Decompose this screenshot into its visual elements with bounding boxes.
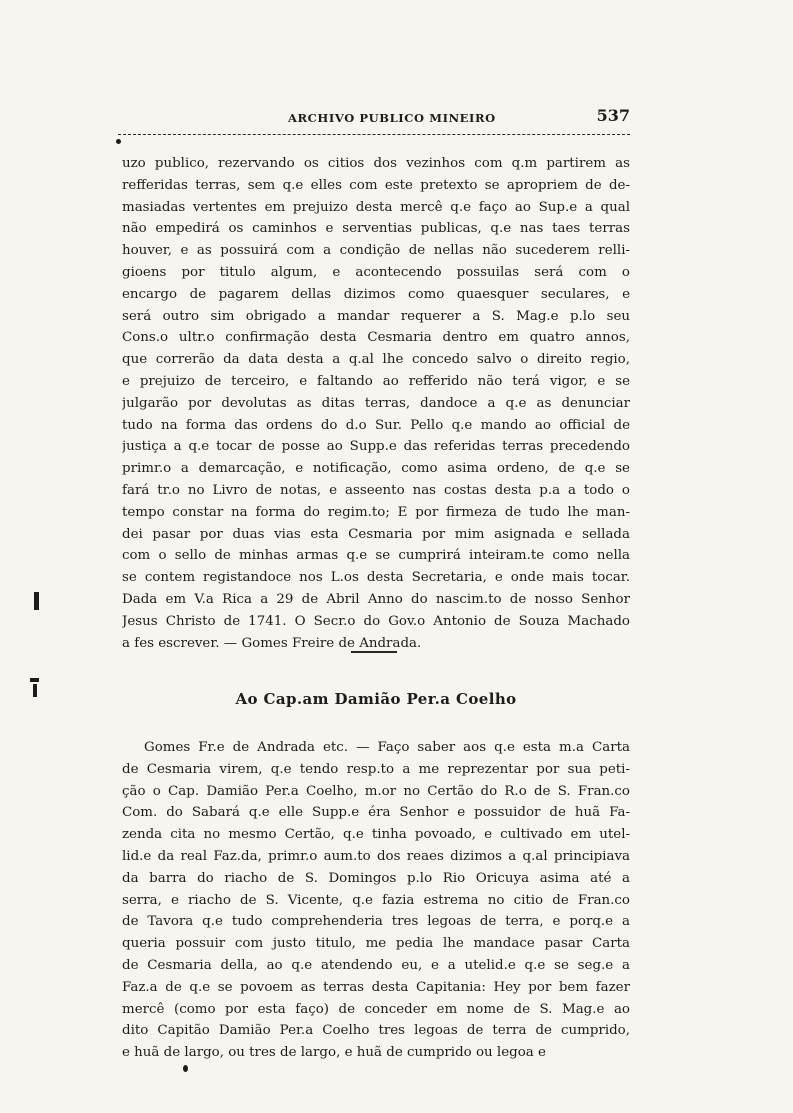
text-line: tempo constar na forma do regim.to; E por firmeza de tudo lhe man-: [122, 504, 630, 520]
text-line: Dada em V.a Rica a 29 de Abril Anno do nascim.to de nosso Senhor: [122, 591, 630, 607]
page-header: [130, 108, 630, 130]
text-line: Com. do Sabará q.e elle Supp.e éra Senhor e possuidor de huã Fa-: [122, 805, 630, 821]
text-line: fará tr.o no Livro de notas, e asseento nas costas desta p.a a todo o: [122, 482, 630, 498]
page-number: 537: [596, 106, 630, 125]
text-line: será outro sim obrigado a mandar requerer a S. Mag.e p.lo seu: [122, 308, 630, 324]
text-line: de Cesmaria della, ao q.e atendendo eu, e a utelid.e q.e se seg.e a: [122, 957, 630, 973]
text-line: refferidas terras, sem q.e elles com este pretexto se apropriem de de-: [122, 177, 630, 193]
text-line: julgarão por devolutas as ditas terras, dandoce a q.e as denunciar: [122, 395, 630, 411]
text-line: Cons.o ultr.o confirmação desta Cesmaria dentro em quatro annos,: [122, 330, 630, 346]
text-line: mercê (como por esta faço) de conceder em nome de S. Mag.e ao: [122, 1001, 630, 1017]
text-line: justiça a q.e tocar de posse ao Supp.e das referidas terras precedendo: [122, 439, 630, 455]
text-line: se contem registandoce nos L.os desta Secretaria, e onde mais tocar.: [122, 570, 630, 586]
text-line: uzo publico, rezervando os citios dos vezinhos com q.m partirem as: [122, 156, 630, 171]
text-line: Jesus Christo de 1741. O Secr.o do Gov.o Antonio de Souza Machado: [122, 613, 630, 629]
text-line: masiadas vertentes em prejuizo desta mercê q.e faço ao Sup.e a qual: [122, 199, 630, 215]
text-line: lid.e da real Faz.da, primr.o aum.to dos reaes dizimos a q.al principiava: [122, 848, 630, 864]
text-line: e huã de largo, ou tres de largo, e huã de cumprido ou legoa e: [122, 1045, 546, 1061]
section-heading: Ao Cap.am Damião Per.a Coelho: [235, 690, 517, 708]
grant-text-new: [122, 737, 630, 1064]
running-title: ARCHIVO PUBLICO MINEIRO: [288, 111, 496, 125]
margin-mark: [30, 678, 39, 682]
text-line: houver, e as possuirá com a condição de nellas não sucederem relli-: [122, 243, 630, 259]
header-rule: [118, 134, 630, 135]
text-line: tudo na forma das ordens do d.o Sur. Pello q.e mando ao official de: [122, 417, 630, 433]
text-line: queria possuir com justo titulo, me pedia lhe mandace pasar Carta: [122, 936, 630, 952]
text-line: não empedirá os caminhos e serventias publicas, q.e nas taes terras: [122, 221, 630, 237]
text-line: que correrão da data desta a q.al lhe concedo salvo o direito regio,: [122, 352, 630, 368]
text-line: gioens por titulo algum, e acontecendo possuilas será com o: [122, 264, 630, 280]
text-line: Gomes Fr.e de Andrada etc. — Faço saber aos q.e esta m.a Carta: [144, 740, 630, 755]
text-line: e prejuizo de terceiro, e faltando ao refferido não terá vigor, e se: [122, 373, 630, 389]
rule-end-mark: [116, 139, 121, 144]
text-line: de Cesmaria virem, q.e tendo resp.to a me reprezentar por sua peti-: [122, 761, 630, 777]
grant-text-continued: [122, 153, 630, 654]
text-line: com o sello de minhas armas q.e se cumprirá inteiram.te como nella: [122, 548, 630, 564]
text-line: a fes escrever. — Gomes Freire de Andrada.: [122, 635, 422, 651]
section-separator: [351, 651, 397, 653]
text-line: da barra do riacho de S. Domingos p.lo Rio Oricuya asima até a: [122, 870, 630, 886]
text-line: primr.o a demarcação, e notificação, como asima ordeno, de q.e se: [122, 461, 630, 477]
text-line: serra, e riacho de S. Vicente, q.e fazia estrema no citio de Fran.co: [122, 892, 630, 908]
text-line: ção o Cap. Damião Per.a Coelho, m.or no Certão do R.o de S. Fran.co: [122, 783, 630, 799]
text-line: dei pasar por duas vias esta Cesmaria por mim asignada e sellada: [122, 526, 630, 542]
margin-mark: [33, 684, 37, 697]
margin-mark: [34, 592, 39, 610]
text-line: zenda cita no mesmo Certão, q.e tinha povoado, e cultivado em utel-: [122, 827, 630, 843]
text-line: de Tavora q.e tudo comprehenderia tres legoas de terra, e porq.e a: [122, 914, 630, 930]
text-line: dito Capitão Damião Per.a Coelho tres legoas de terra de cumprido,: [122, 1023, 630, 1039]
text-line: encargo de pagarem dellas dizimos como quaesquer seculares, e: [122, 286, 630, 302]
page-dot-mark: [183, 1065, 188, 1072]
text-line: Faz.a de q.e se povoem as terras desta Capitania: Hey por bem fazer: [122, 979, 630, 995]
